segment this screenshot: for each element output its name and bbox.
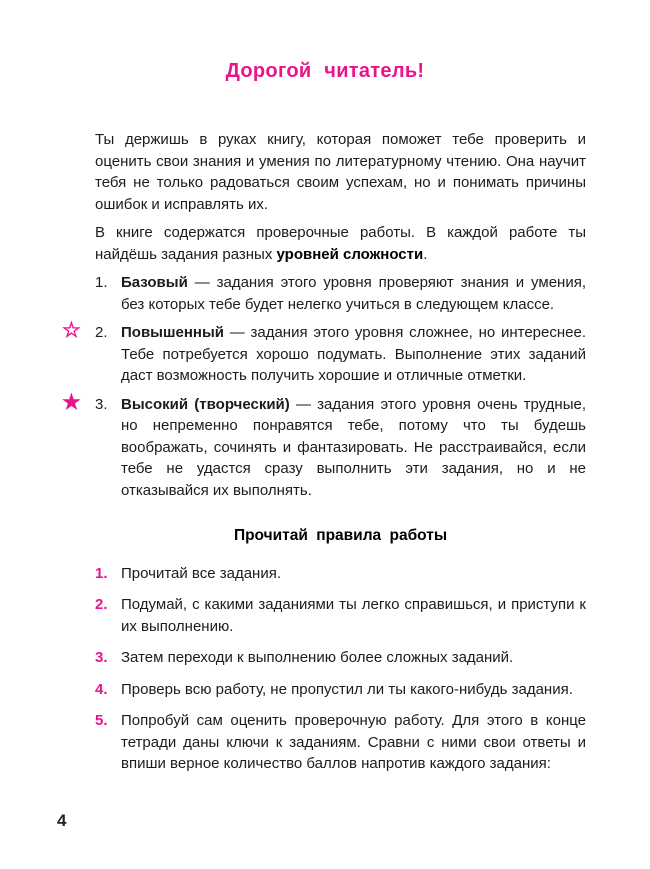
level-item-number: 3. [95,395,108,413]
rule-item-number: 2. [95,596,108,613]
level-item-high [62,390,586,502]
rule-item-number: 4. [95,680,108,698]
level-item-text: — задания этого уровня сложнее, но интереснее. Тебе потребуется хорошо подумать. Выполнение этих заданий даст возможность получить хорошие и отличные отметки. [121,324,586,384]
rule-item [95,710,586,775]
rule-item-text: Прочитай все задания. [121,564,281,582]
intro-paragraph-2-bold: уровней сложности [276,245,424,263]
level-item-number: 2. [95,324,108,341]
rule-item [95,594,586,637]
page-content [62,129,586,775]
rules-list [95,563,586,775]
level-item-name: Высокий (творческий) [121,395,290,413]
rule-item [95,647,586,669]
star-outline-icon: ☆ [62,319,81,342]
level-item-name: Базовый [121,274,188,291]
intro-paragraph-2 [95,222,586,265]
rule-item-text: Попробуй сам оценить проверочную работу. Для этого в конце тетради даны ключи к заданиям. Сравни с ними свои ответы и впиши верное количество баллов напротив каждого задания: [121,712,586,772]
rule-item-text: Проверь всю работу, не пропустил ли ты какого-нибудь задания. [121,680,573,698]
level-item-text: — задания этого уровня проверяют знания и умения, без которых тебе будет нелегко учиться в следующем классе. [121,274,586,313]
intro-paragraph-2-end: . [423,245,428,263]
star-filled-icon: ★ [62,390,81,414]
rule-item-text: Подумай, с какими заданиями ты легко справишься, и приступи к их выполнению. [121,596,586,635]
rule-item [95,563,586,585]
rule-item [95,679,586,701]
page-title: Дорогой читатель! [225,60,425,82]
intro-paragraph-2-start: В книге содержатся проверочные работы. В каждой работе ты найдёшь задания разных [95,224,586,263]
rule-item-number: 3. [95,649,108,666]
level-item-name: Повышенный [121,324,224,341]
rules-heading: Прочитай правила работы [233,527,448,544]
rule-item-number: 1. [95,564,108,582]
rule-item-number: 5. [95,712,108,729]
rule-item-text: Затем переходи к выполнению более сложных заданий. [121,649,514,666]
page-number: 4 [57,811,67,830]
intro-paragraph-1: Ты держишь в руках книгу, которая поможет тебе проверить и оценить свои знания и умения по литературному чтению. Она научит тебя не только радоваться своим успехам, но и понимать причины ошибок и исправлять их. [95,131,586,213]
levels-list [62,272,586,501]
level-item-basic [95,272,586,315]
level-item-text: — задания этого уровня очень трудные, но непременно понравятся тебе, потому что ты будешь воображать, сочинять и фантазировать. Не расстраивайся, если тебе не удастся сразу выполнить эти задания, но и не отказывайся их выполнять. [121,395,586,499]
level-item-advanced [62,319,586,387]
level-item-number: 1. [95,274,108,291]
